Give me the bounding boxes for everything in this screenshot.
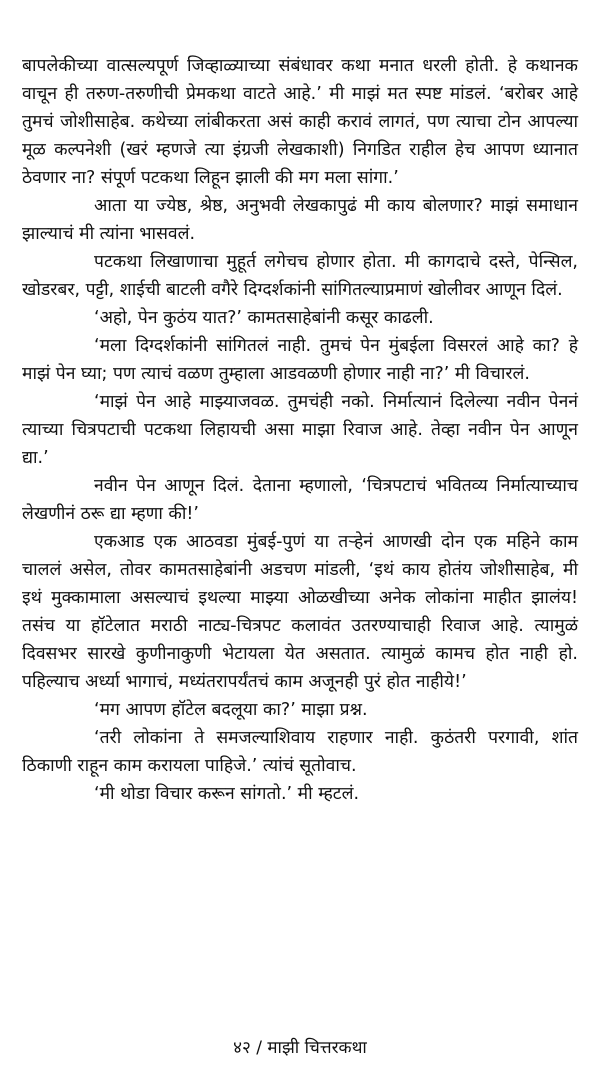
paragraph-7: नवीन पेन आणून दिलं. देताना म्हणालो, ‘चित्रपटाचं भवितव्य निर्मात्याच्याच लेखणीनं ठरू द्या म्हणा की!’	[22, 476, 578, 524]
body-text	[22, 52, 578, 808]
book-title: माझी चित्तरकथा	[267, 1038, 367, 1058]
page-footer	[0, 1036, 600, 1060]
page-number: ४२	[233, 1038, 251, 1058]
paragraph-4: ‘अहो, पेन कुठंय यात?’ कामतसाहेबांनी कसूर काढली.	[94, 308, 434, 328]
paragraph-11: ‘मी थोडा विचार करून सांगतो.’ मी म्हटलं.	[94, 784, 360, 804]
paragraph-1: बापलेकीच्या वात्सल्यपूर्ण जिव्हाळ्याच्या संबंधावर कथा मनात धरली होती. हे कथानक वाचून ही तरुण-तरुणीची प्रेमकथा वाटते आहे.’ मी माझं मत स्पष्ट मांडलं. ‘बरोबर आहे तुमचं जोशीसाहेब. कथेच्या लांबीकरता असं काही करावं लागतं, पण त्याचा टोन आपल्या मूळ कल्पनेशी (खरं म्हणजे त्या इंग्रजी लेखकाशी) निगडित राहील हेच आपण ध्यानात ठेवणार ना? संपूर्ण पटकथा लिहून झाली की मग मला सांगा.’	[22, 56, 578, 188]
paragraph-5: ‘मला दिग्दर्शकांनी सांगितलं नाही. तुमचं पेन मुंबईला विसरलं आहे का? हे माझं पेन घ्या; पण त्याचं वळण तुम्हाला आडवळणी होणार नाही ना?’ मी विचारलं.	[22, 336, 578, 384]
paragraph-10: ‘तरी लोकांना ते समजल्याशिवाय राहणार नाही. कुठंतरी परगावी, शांत ठिकाणी राहून काम करायला पाहिजे.’ त्यांचं सूतोवाच.	[22, 728, 578, 776]
paragraph-6: ‘माझं पेन आहे माझ्याजवळ. तुमचंही नको. निर्मात्यानं दिलेल्या नवीन पेननं त्याच्या चित्रपटाची पटकथा लिहायची असा माझा रिवाज आहे. तेव्हा नवीन पेन आणून द्या.’	[22, 392, 578, 468]
paragraph-2: आता या ज्येष्ठ, श्रेष्ठ, अनुभवी लेखकापुढं मी काय बोलणार? माझं समाधान झाल्याचं मी त्यांना भासवलं.	[22, 196, 578, 244]
paragraph-3: पटकथा लिखाणाचा मुहूर्त लगेचच होणार होता. मी कागदाचे दस्ते, पेन्सिल, खोडरबर, पट्टी, शाईची बाटली वगैरे दिग्दर्शकांनी सांगितल्याप्रमाणं खोलीवर आणून दिलं.	[22, 252, 578, 300]
paragraph-9: ‘मग आपण हॉटेल बदलूया का?’ माझा प्रश्न.	[94, 700, 368, 720]
paragraph-8: एकआड एक आठवडा मुंबई-पुणं या तऱ्हेनं आणखी दोन एक महिने काम चाललं असेल, तोवर कामतसाहेबांनी अडचण मांडली, ‘इथं काय होतंय जोशीसाहेब, मी इथं मुक्कामाला असल्याचं इथल्या माझ्या ओळखीच्या अनेक लोकांना माहीत झालंय! तसंच या हॉटेलात मराठी नाट्य-चित्रपट कलावंत उतरण्याचाही रिवाज आहे. त्यामुळं दिवसभर सारखे कुणीनाकुणी भेटायला येत असतात. त्यामुळं कामच होत नाही हो. पहिल्याच अर्ध्या भागाचं, मध्यंतरापर्यंतचं काम अजूनही पुरं होत नाहीये!’	[22, 532, 578, 692]
footer-separator: /	[256, 1038, 262, 1058]
